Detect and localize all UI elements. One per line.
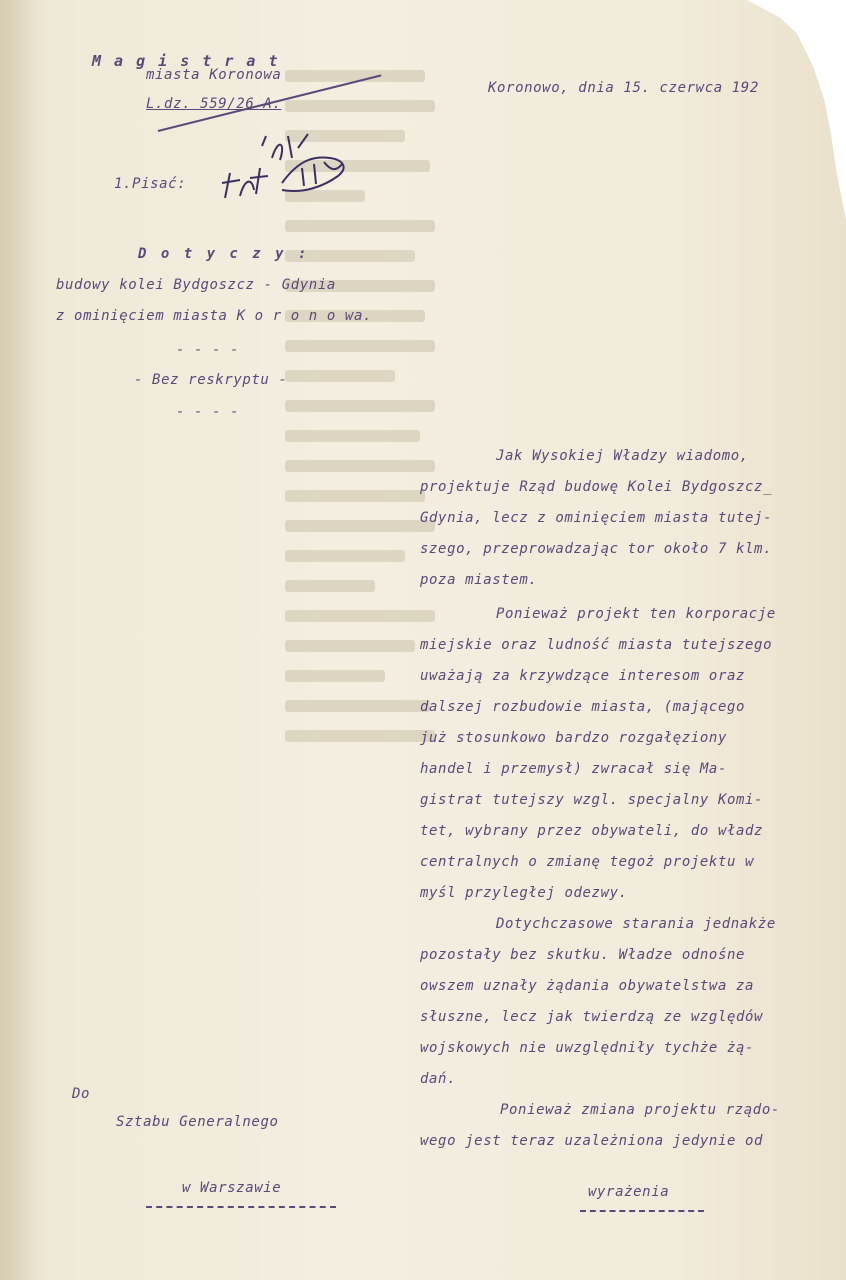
torn-corner <box>736 0 846 220</box>
subject-line-2: z ominięciem miasta K o r o n o wa. <box>56 308 373 324</box>
body-line: już stosunkowo bardzo rozgałęziony <box>420 730 727 746</box>
recipient-place: w Warszawie <box>182 1180 282 1196</box>
body-line: pozostały bez skutku. Władze odnośne <box>420 947 746 963</box>
body-line: tet, wybrany przez obywateli, do władz <box>420 823 764 839</box>
body-line: wego jest teraz uzależniona jedynie od <box>420 1133 764 1149</box>
catchword: wyrażenia <box>588 1184 670 1200</box>
paper-edge-stain <box>0 0 38 1280</box>
handwritten-annotation <box>220 128 360 208</box>
body-line: wojskowych nie uwzględniły tychże żą- <box>420 1040 755 1056</box>
body-line: gistrat tutejszy wzgl. specjalny Komi- <box>420 792 764 808</box>
body-line: szego, przeprowadzając tor około 7 klm. <box>420 541 773 557</box>
body-line: Jak Wysokiej Władzy wiadomo, <box>496 448 749 464</box>
recipient-underline <box>146 1206 336 1208</box>
body-line: projektuje Rząd budowę Kolei Bydgoszcz_ <box>420 479 773 495</box>
body-line: Dotychczasowe starania jednakże <box>496 916 776 932</box>
instruction-label: 1.Pisać: <box>114 176 187 192</box>
body-line: dalszej rozbudowie miasta, (mającego <box>420 699 746 715</box>
no-rescript-note: - Bez reskryptu - <box>134 372 288 388</box>
body-line: dań. <box>420 1071 457 1087</box>
body-line: miejskie oraz ludność miasta tutejszego <box>420 637 773 653</box>
handwriting-text: Zat. 15/6. Jan <box>220 208 229 209</box>
body-line: Ponieważ projekt ten korporacje <box>496 606 776 622</box>
reference-number: L.dz. 559/26 A. <box>146 96 282 112</box>
body-line: handel i przemysł) zwracał się Ma- <box>420 761 727 777</box>
catchword-underline <box>580 1210 704 1212</box>
dateline: Koronowo, dnia 15. czerwca 192 <box>488 80 759 96</box>
recipient-name: Sztabu Generalnego <box>116 1114 279 1130</box>
authority-heading: M a g i s t r a t <box>92 52 280 70</box>
body-line: słuszne, lecz jak twierdzą ze względów <box>420 1009 764 1025</box>
body-line: centralnych o zmianę tegoż projektu w <box>420 854 755 870</box>
body-line: Ponieważ zmiana projektu rządo- <box>500 1102 780 1118</box>
subject-line-1: budowy kolei Bydgoszcz - Gdynia <box>56 277 336 293</box>
city-name: miasta Koronowa <box>146 67 282 83</box>
body-line: uważają za krzywdzące interesom oraz <box>420 668 746 684</box>
separator-bottom: - - - - <box>176 404 240 420</box>
body-line: owszem uznały żądania obywatelstwa za <box>420 978 755 994</box>
separator-top: - - - - <box>176 342 240 358</box>
body-line: Gdynia, lecz z ominięciem miasta tutej- <box>420 510 773 526</box>
recipient-to: Do <box>72 1086 91 1102</box>
body-line: poza miastem. <box>420 572 538 588</box>
subject-title: D o t y c z y : <box>138 246 310 262</box>
body-line: myśl przyległej odezwy. <box>420 885 628 901</box>
